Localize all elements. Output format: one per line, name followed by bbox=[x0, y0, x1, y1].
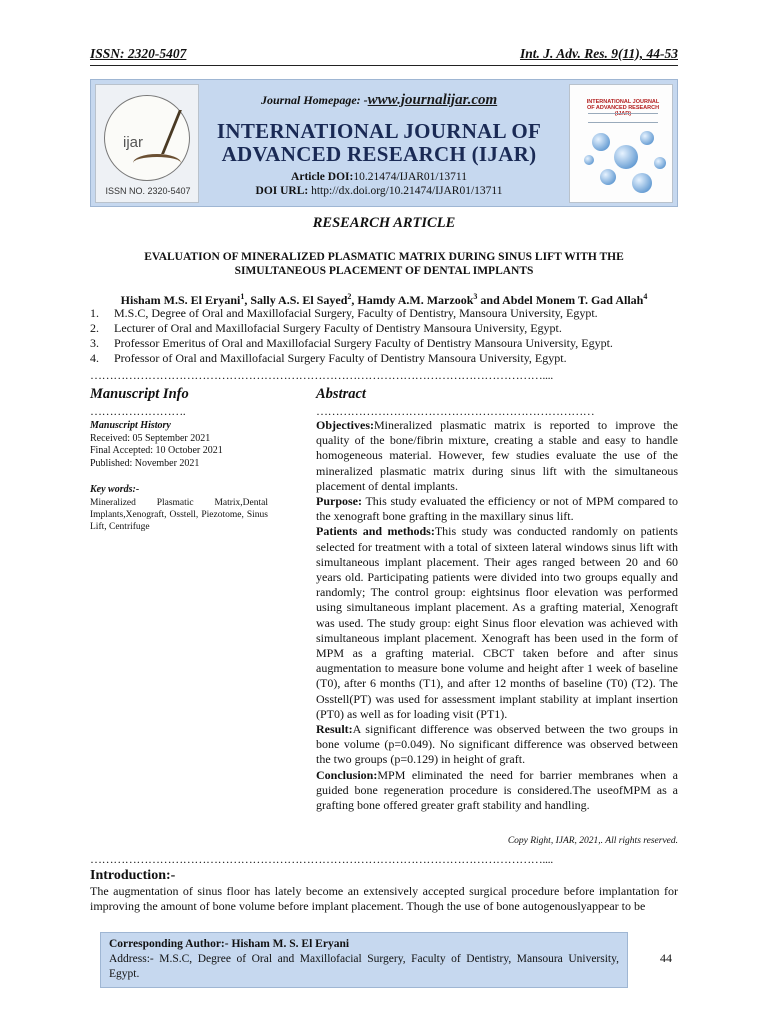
conclusion-label: Conclusion: bbox=[316, 767, 378, 782]
author-separator: and bbox=[477, 293, 503, 307]
journal-title-line1: INTERNATIONAL JOURNAL OF bbox=[216, 119, 542, 143]
journal-banner bbox=[90, 79, 678, 207]
abstract-body bbox=[316, 418, 678, 813]
molecule-icon bbox=[592, 133, 610, 151]
author-affil-sup: 3 bbox=[473, 292, 478, 301]
affiliation-text: Professor of Oral and Maxillofacial Surgery Faculty of Dentistry Mansoura University, Egypt. bbox=[114, 351, 567, 365]
homepage-label: Journal Homepage: - bbox=[261, 93, 368, 107]
molecule-icon bbox=[640, 131, 654, 145]
article-title-line2: SIMULTANEOUS PLACEMENT OF DENTAL IMPLANTS bbox=[234, 265, 534, 277]
result-text: A significant difference was observed between the two groups in bone volume (p=0.049). No significant difference was observed between the two groups (p=0.129) in height of graft. bbox=[316, 722, 678, 767]
article-title bbox=[100, 250, 668, 278]
abstract-objectives bbox=[316, 418, 678, 494]
objectives-label: Objectives: bbox=[316, 418, 374, 432]
author-affil-sup: 1 bbox=[240, 292, 245, 301]
affiliation-item bbox=[90, 306, 678, 321]
journal-title-line2: ADVANCED RESEARCH (IJAR) bbox=[221, 142, 537, 166]
corresponding-author-box bbox=[100, 932, 628, 988]
affiliation-item bbox=[90, 336, 678, 351]
result-label: Result: bbox=[316, 722, 353, 737]
author-separator: , bbox=[244, 293, 251, 307]
journal-title bbox=[209, 120, 549, 166]
keywords-text: Mineralized Plasmatic Matrix,Dental Implants,Xenograft, Osstell, Piezotome, Sinus Lift, Centrifuge bbox=[90, 497, 268, 532]
objectives-text: Mineralized plasmatic matrix is reported to improve the quality of the bone/fibrin mixture, creating a stable and easy to handle homogeneous material. However, few studies evaluate the use of the mineralized plasmatic matrix during sinus lift with the simultaneous placement of dental implants. bbox=[316, 418, 678, 493]
history-label: Manuscript History bbox=[90, 420, 171, 431]
abstract-result bbox=[316, 722, 678, 768]
cover-divider bbox=[588, 113, 658, 123]
affiliation-text: M.S.C, Degree of Oral and Maxillofacial Surgery, Faculty of Dentistry, Mansoura University, Egypt. bbox=[114, 306, 598, 320]
cover-title: INTERNATIONAL JOURNAL OF ADVANCED RESEARCH (IJAR) bbox=[586, 99, 660, 117]
conclusion-text: MPM eliminated the need for barrier membranes when a guided bone regeneration procedure is considered.The useofMPM as a grafting bone offered greater graft stability and handling. bbox=[316, 767, 678, 813]
copyright-notice: Copy Right, IJAR, 2021,. All rights reserved. bbox=[507, 836, 678, 846]
homepage-link[interactable]: www.journalijar.com bbox=[367, 92, 498, 108]
doi-url-link[interactable]: http://dx.doi.org/10.21474/IJAR01/13711 bbox=[308, 185, 503, 197]
affiliation-number: 1. bbox=[90, 306, 99, 320]
methods-label: Patients and methods: bbox=[316, 524, 435, 539]
molecule-icon bbox=[584, 155, 594, 165]
introduction-text: The augmentation of sinus floor has lately become an extensively accepted surgical procedure before implantation for improving the amount of bone volume before implant placement. Though the use of bone autogenouslyappear to be bbox=[90, 884, 678, 913]
abstract-separator: ……………………………………………………………… bbox=[316, 404, 595, 418]
manuscript-info-heading: Manuscript Info bbox=[90, 386, 189, 402]
page-number: 44 bbox=[660, 951, 672, 965]
accepted-date: Final Accepted: 10 October 2021 bbox=[90, 445, 223, 456]
affiliation-number: 4. bbox=[90, 351, 99, 365]
author-affil-sup: 4 bbox=[643, 292, 648, 301]
manuscript-info bbox=[90, 420, 290, 533]
logo-text: ijar bbox=[123, 134, 144, 151]
affiliation-number: 2. bbox=[90, 321, 99, 335]
doi-url-label: DOI URL: bbox=[255, 185, 309, 197]
journal-logo bbox=[95, 84, 199, 203]
author-name: Hisham M.S. El Eryani bbox=[120, 293, 241, 307]
quill-icon bbox=[142, 110, 182, 154]
journal-homepage bbox=[261, 92, 497, 109]
methods-text: This study was conducted randomly on patients selected for treatment with a total of sixteen lateral windows sinus lift with simultaneous implant placement. Their ages ranged between 20 and 60 years old. Participating patients were divided into two groups equally and randomly; The control group: eightsinus floor elevation was performed using simultaneous implant placement. As a grafting material, Xenograft was used. The study group: eight Sinus floor elevation was achieved with simultaneous implant placement. Xenograft has been used in the form of MPM as a grafting material. CBCT taken before and after sinus augmentation to measure bone volume and height after 1 week of baseline (T0), after 6 months (T1), and after 12 months of baseline (T0) (T2). The Osstell(PT) was used for assessment implant stability at implant insertion (PT0) as well as for loading visit (PT1). bbox=[316, 524, 678, 721]
running-header bbox=[90, 44, 678, 66]
published-date: Published: November 2021 bbox=[90, 457, 200, 469]
separator-line: ……………………………………………………………………………………………………….... bbox=[90, 368, 553, 382]
author-name: Abdel Monem T. Gad Allah bbox=[502, 293, 644, 307]
corresponding-author-address: Address:- M.S.C, Degree of Oral and Maxillofacial Surgery, Faculty of Dentistry, Mansoura University, Egypt. bbox=[109, 953, 619, 980]
molecule-icon bbox=[654, 157, 666, 169]
molecule-icon bbox=[600, 169, 616, 185]
introduction-heading: Introduction:- bbox=[90, 868, 176, 883]
affiliation-number: 3. bbox=[90, 336, 99, 350]
affiliation-item bbox=[90, 321, 678, 336]
purpose-label: Purpose: bbox=[316, 494, 362, 509]
keywords-label: Key words:- bbox=[90, 484, 140, 495]
article-title-line1: EVALUATION OF MINERALIZED PLASMATIC MATRIX DURING SINUS LIFT WITH THE bbox=[144, 251, 624, 263]
citation-text: Int. J. Adv. Res. 9(11), 44-53 bbox=[520, 46, 678, 61]
molecule-icon bbox=[614, 145, 638, 169]
abstract-purpose bbox=[316, 494, 678, 524]
doi-value: 10.21474/IJAR01/13711 bbox=[353, 171, 467, 183]
affiliation-item bbox=[90, 351, 678, 366]
doi-block bbox=[209, 170, 549, 198]
author-affil-sup: 2 bbox=[347, 292, 352, 301]
abstract-heading: Abstract bbox=[316, 386, 366, 402]
purpose-text: This study evaluated the efficiency or not of MPM compared to the xenograft bone grafting in the maxillary sinus lift. bbox=[316, 494, 678, 524]
logo-seal bbox=[104, 95, 190, 181]
abstract-conclusion bbox=[316, 768, 678, 814]
issn-text: ISSN: 2320-5407 bbox=[90, 46, 187, 61]
received-date: Received: 05 September 2021 bbox=[90, 432, 211, 444]
corresponding-author-heading: Corresponding Author:- Hisham M. S. El Eryani bbox=[109, 938, 350, 950]
molecule-icon bbox=[632, 173, 652, 193]
abstract-methods bbox=[316, 524, 678, 722]
separator-line: ……………………………………………………………………………………………………….... bbox=[90, 852, 553, 866]
book-icon bbox=[133, 154, 181, 172]
author-name: Hamdy A.M. Marzook bbox=[357, 293, 474, 307]
author-name: Sally A.S. El Sayed bbox=[250, 293, 348, 307]
affiliation-list bbox=[90, 306, 678, 366]
affiliation-text: Professor Emeritus of Oral and Maxillofacial Surgery Faculty of Dentistry Mansoura University, Egypt. bbox=[114, 336, 613, 350]
article-type: RESEARCH ARTICLE bbox=[312, 215, 456, 231]
logo-issn: ISSN NO. 2320-5407 bbox=[105, 186, 191, 196]
author-separator: , bbox=[351, 293, 358, 307]
manuscript-info-separator: ……………………. bbox=[90, 404, 186, 418]
affiliation-text: Lecturer of Oral and Maxillofacial Surgery Faculty of Dentistry Mansoura University, Egypt. bbox=[114, 321, 562, 335]
journal-cover-image bbox=[569, 84, 673, 203]
doi-label: Article DOI: bbox=[291, 171, 354, 183]
